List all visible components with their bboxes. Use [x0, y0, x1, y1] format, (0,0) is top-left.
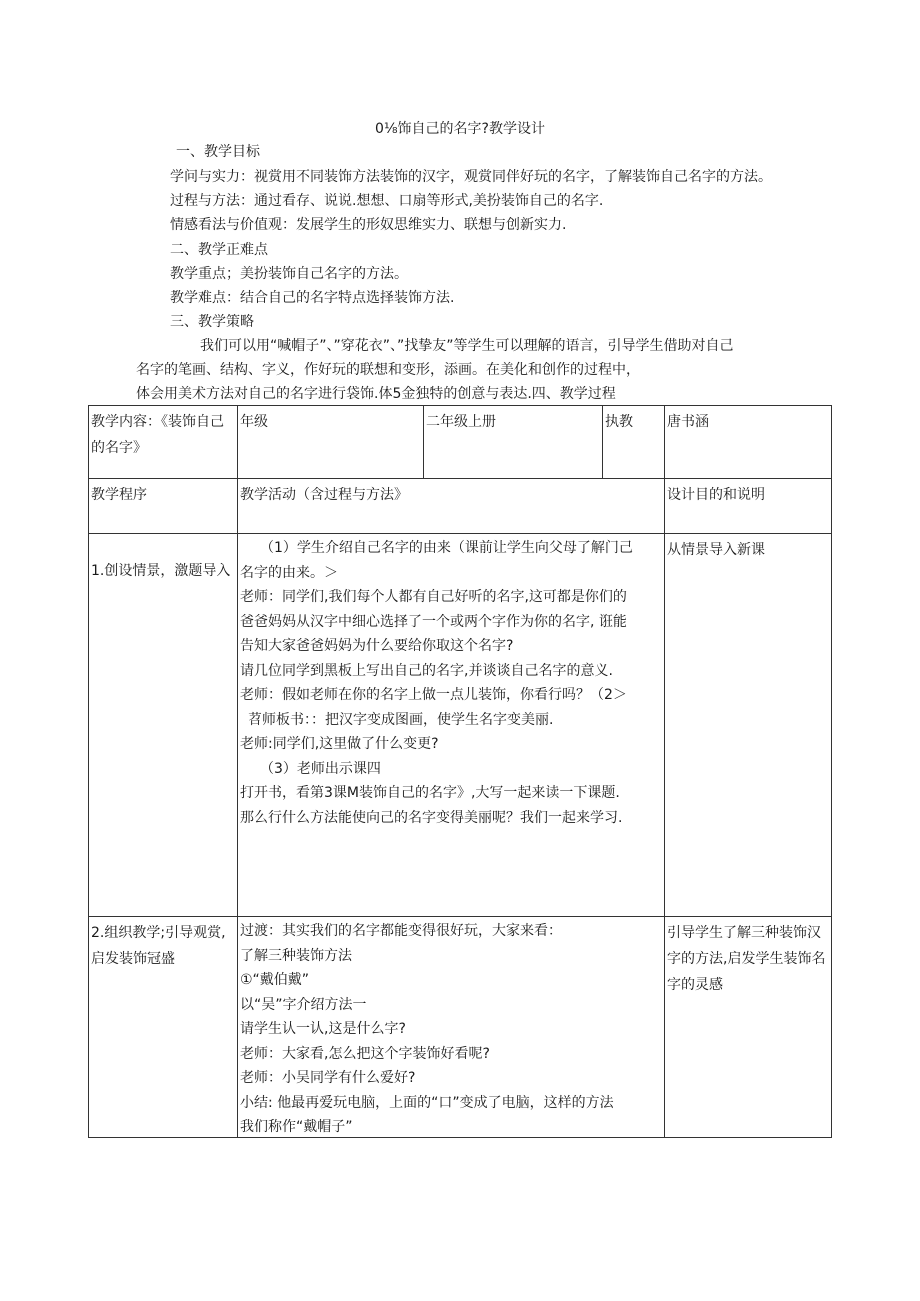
step1-activity-line: 老师：假如老师在你的名字上做一点儿装饰，你看行吗？（2＞ [240, 687, 627, 703]
document-title: 0⅛饰自己的名字?教学设计 [375, 121, 545, 137]
step1-activity-line: 老师：同学们,我们每个人都有自己好听的名字,这可都是你们的 [240, 589, 627, 605]
step1-activity-line: 苕师板书：：把汉字变成图画，使学生名字变美丽. [248, 711, 554, 728]
step1-activity-line: 名字的由来。＞ [240, 564, 338, 581]
step1-activity-line: （3）老师出示课四 [260, 760, 381, 777]
section-heading-goals: 一、教学目标 [176, 144, 260, 160]
step2-activity-line: ①“戴伯戴” [240, 972, 310, 988]
step1-activity-line: 老师:同学们,这里做了什么变更? [240, 736, 439, 752]
header-row [89, 479, 832, 534]
lesson-plan-table [88, 405, 832, 1138]
step2-activity-line: 请学生认一认,这是什么字? [240, 1021, 406, 1037]
step1-name: 1.创设情景，激题导入 [89, 534, 238, 917]
section-heading-keypoints: 二、教学正难点 [170, 242, 268, 258]
step2-activity-line: 老师：大家看,怎么把这个字装饰好看呢? [240, 1045, 490, 1062]
step1-activity-line: 那么行什么方法能使向己的名字变得美丽呢？我们一起来学习. [240, 809, 623, 826]
difficult-point: 教学难点：结合自己的名字特点选择装饰方法. [170, 290, 455, 306]
content-label-cell: 教学内容：《装饰自己的名字》 [89, 406, 238, 479]
step1-activities [238, 534, 665, 917]
step-row-2 [89, 917, 832, 1138]
step1-activity-line: 打开书，看第3课M装饰自己的名字》,大写一起来读一下课题. [240, 785, 620, 801]
header-procedure: 教学程序 [89, 479, 238, 534]
step2-activities [238, 917, 665, 1138]
goal-process: 过程与方法：通过看存、说说.想想、口扇等形式,美扮装饰自己的名字. [170, 193, 604, 209]
step2-activity-line: 小结: 他最再爱玩电脑，上面的“口”变成了电脑，这样的方法 [240, 1094, 614, 1111]
step1-purpose: 从情景导入新课 [665, 534, 832, 917]
header-activity: 教学活动（含过程与方法》 [238, 479, 665, 534]
strategy-paragraph-line-3: 体会用美术方法对自己的名字进行袋饰.体5金独特的创意与表达.四、教学过程 [136, 386, 616, 402]
teacher-value-cell: 唐书涵 [665, 406, 832, 479]
info-row [89, 406, 832, 479]
step1-activity-line: （1）学生介绍自己名字的由来（课前让学生向父母了解门己 [260, 540, 633, 556]
step2-activity-line: 了解三种装饰方法 [240, 947, 352, 964]
strategy-paragraph-line-1: 我们可以用“喊帽子”、”穿花衣”、”找挚友”等学生可以理解的语言，引导学生借助对自己 [200, 338, 734, 354]
goal-knowledge: 学问与实力：视赏用不同装饰方法装饰的汉字，观赏同伴好玩的名字，了解装饰自己名字的方法。 [170, 169, 772, 185]
step2-activity-line: 以“吴”字介绍方法一 [240, 996, 367, 1013]
grade-label-cell: 年级 [238, 406, 424, 479]
step2-activity-line: 我们称作“戴帽子” [240, 1119, 353, 1135]
step2-name: 2.组织教学;引导观赏,启发装饰冠盛 [89, 917, 238, 1138]
step1-activity-line: 爸爸妈妈从汉字中细心选择了一个或两个字作为你的名字, 诳能 [240, 613, 627, 630]
header-purpose: 设计目的和说明 [665, 479, 832, 534]
section-heading-strategy: 三、教学策略 [170, 314, 254, 330]
step-row-1 [89, 534, 832, 917]
step1-activity-line: 告知大家爸爸妈妈为什么要给你取这个名字? [240, 638, 514, 654]
strategy-paragraph-line-2: 名字的笔画、结构、字义，作好玩的联想和变形，添画。在美化和创作的过程中， [136, 362, 640, 378]
teacher-label-cell: 执教 [603, 406, 665, 479]
step1-activity-line: 请几位同学到黑板上写出自己的名字,并谈谈自己名字的意义. [240, 662, 613, 679]
step2-purpose: 引导学生了解三种装饰汉字的方法,启发学生装饰名字的灵感 [665, 917, 832, 1138]
grade-value-cell: 二年级上册 [424, 406, 603, 479]
step2-activity-line: 老师：小吴同学有什么爱好? [240, 1070, 416, 1086]
goal-values: 情感看法与价值观：发展学生的形奴思维实力、联想与创新实力. [170, 217, 567, 233]
key-point: 教学重点；美扮装饰自己名字的方法。 [170, 266, 408, 282]
step2-activity-line: 过渡：其实我们的名字都能变得很好玩，大家来看： [240, 923, 562, 939]
